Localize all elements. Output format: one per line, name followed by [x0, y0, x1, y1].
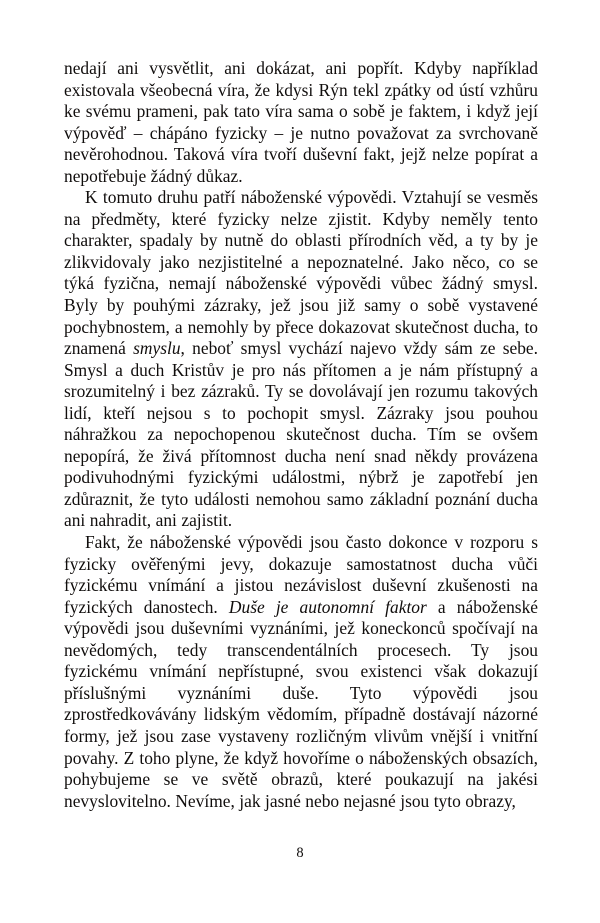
paragraph-1: nedají ani vysvětlit, ani dokázat, ani popřít. Kdyby například existovala všeobecná víra, že kdysi Rýn tekl zpátky od ústí vzhůru ke svému prameni, pak tato víra sama o sobě je faktem, i když její výpověď – chápáno fyzicky – je nutno považovat za svrchovaně nevěrohodnou. Taková víra tvoří duševní fakt, jejž nelze popírat a nepotřebuje žádný důkaz. [64, 58, 538, 186]
body-text-block [64, 58, 538, 812]
paragraph-3: Fakt, že náboženské výpovědi jsou často dokonce v rozporu s fyzicky ověřenými jevy, dokazuje samostatnost ducha vůči fyzickému vnímání a jistou nezávislost duševní zkušenosti na fyzických danostech. Duše je autonomní faktor a náboženské výpovědi jsou duševními vyznáními, jež koneckonců spočívají na nevědomých, tedy transcendentálních procesech. Ty jsou fyzickému vnímání nepřístupné, svou existenci však dokazují příslušnými vyznáními duše. Tyto výpovědi jsou zprostředkovávány lidským vědomím, případně dostávají názorné formy, jež jsou zase vystaveny rozličným vlivům vnější i vnitřní povahy. Z toho plyne, že když hovoříme o náboženských obsazích, pohybujeme se ve světě obrazů, které poukazují na jakési nevyslovitelno. Nevíme, jak jasné nebo nejasné jsou tyto obrazy, [64, 532, 539, 811]
emphasis-text: Duše je autonomní faktor [228, 596, 427, 617]
emphasis-text: smyslu [133, 338, 181, 359]
paragraph-2: K tomuto druhu patří náboženské výpovědi. Vztahují se vesměs na předměty, které fyzicky nelze zjistit. Kdyby neměly tento charakter, spadaly by nutně do oblasti přírodních věd, a ty by je zlikvidovaly jako nezjistitelné a nepoznatelné. Jako něco, co se týká fyzična, nemají náboženské výpovědi vůbec žádný smysl. Byly by pouhými zázraky, jež jsou již samy o sobě vystavené pochybnostem, a nemohly by přece dokazovat skutečnost ducha, to znamená smyslu, neboť smysl vychází najevo vždy sám ze sebe. Smysl a duch Kristův je pro nás přítomen a je nám přístupný a srozumitelný i bez zázraků. Ty se dovolávají jen rozumu takových lidí, kteří nejsou s to pochopit smysl. Zázraky jsou pouhou náhražkou za nepochopenou skutečnost ducha. Tím se ovšem nepopírá, že živá přítomnost ducha není snad někdy provázena podivuhodnými fyzickými událostmi, nýbrž je zapotřebí jen zdůraznit, že tyto události nemohou samo základní poznání ducha ani nahradit, ani zajistit. [64, 187, 538, 531]
page-number: 8 [296, 845, 304, 861]
